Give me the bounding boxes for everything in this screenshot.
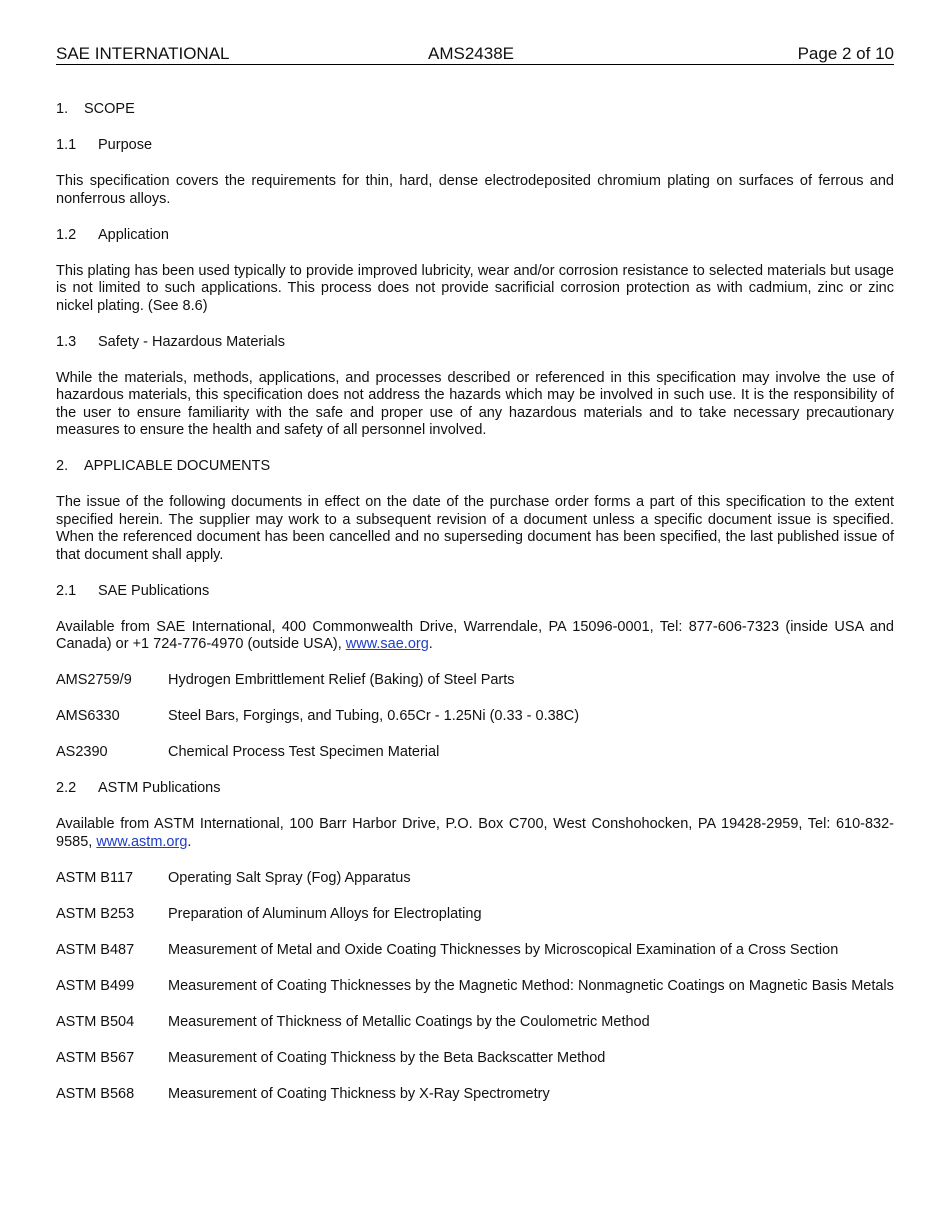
sae-availability-text: Available from SAE International, 400 Commonwealth Drive, Warrendale, PA 15096-0001, Tel: 877-606-7323 (inside USA and Canada) or +1 724-776-4970 (outside USA), (56, 618, 894, 652)
header-page-number: Page 2 of 10 (797, 44, 894, 63)
section-title: Purpose (98, 137, 153, 153)
section-number: 2.2 (56, 780, 77, 796)
applicable-documents-paragraph: The issue of the following documents in effect on the date of the purchase order forms a part of this specification to the extent specified herein. The supplier may work to a subsequent revision of a document unless a specific document issue is specified. When the referenced document has been cancelled and no superseding document has been specified, the last published issue of that document shall apply. (56, 494, 894, 563)
sae-availability-period: . (428, 636, 433, 652)
reference-row (56, 1014, 894, 1032)
reference-code: ASTM B567 (56, 1049, 135, 1066)
astm-reference-list (56, 870, 894, 1104)
section-number: 2.1 (56, 582, 77, 599)
section-heading-sae-publications (56, 583, 894, 601)
reference-code: ASTM B253 (56, 905, 135, 922)
section-heading-astm-publications (56, 780, 894, 798)
section-number: 1.2 (56, 226, 77, 243)
section-heading-purpose (56, 137, 894, 155)
section-title: ASTM Publications (98, 780, 221, 796)
reference-code: AS2390 (56, 744, 108, 760)
reference-row (56, 708, 894, 726)
section-title: SAE Publications (98, 582, 210, 599)
section-number: 1.3 (56, 333, 77, 350)
reference-title: Chemical Process Test Specimen Material (168, 744, 440, 760)
section-number: 2. (56, 458, 69, 474)
section-title: Application (98, 226, 169, 243)
reference-code: ASTM B487 (56, 941, 135, 958)
reference-row (56, 978, 894, 996)
reference-row (56, 906, 894, 924)
reference-code: ASTM B504 (56, 1013, 135, 1030)
sae-website-link[interactable]: www.sae.org (345, 636, 429, 652)
reference-code: ASTM B568 (56, 1085, 135, 1102)
section-title: APPLICABLE DOCUMENTS (84, 458, 271, 474)
section-title: SCOPE (84, 101, 135, 117)
astm-availability-text: Available from ASTM International, 100 Barr Harbor Drive, P.O. Box C700, West Conshohocken, PA 19428-2959, Tel: 610-832-9585, (56, 816, 894, 850)
reference-row (56, 870, 894, 888)
reference-title: Measurement of Metal and Oxide Coating Thicknesses by Microscopical Examination of a Cross Section (168, 941, 839, 958)
section-heading-scope (56, 101, 894, 119)
section-heading-application (56, 227, 894, 245)
reference-code: ASTM B499 (56, 977, 135, 994)
sae-availability-paragraph (56, 619, 894, 654)
application-paragraph: This plating has been used typically to provide improved lubricity, wear and/or corrosion resistance to selected materials but usage is not limited to such applications. This process does not provide sacrificial corrosion protection as with cadmium, zinc or zinc nickel plating. (See 8.6) (56, 262, 894, 314)
reference-row (56, 744, 894, 762)
reference-title: Operating Salt Spray (Fog) Apparatus (168, 869, 411, 886)
section-heading-applicable-documents (56, 458, 894, 476)
reference-code: ASTM B117 (56, 869, 134, 886)
astm-availability-paragraph (56, 816, 894, 851)
reference-title: Measurement of Thickness of Metallic Coatings by the Coulometric Method (168, 1013, 650, 1030)
reference-row (56, 672, 894, 690)
section-number: 1.1 (56, 137, 77, 153)
safety-paragraph: While the materials, methods, applications, and processes described or referenced in this specification may involve the use of hazardous materials, this specification does not address the hazards which may be involved in such use. It is the responsibility of the user to ensure familiarity with the safe and proper use of any hazardous materials and to take necessary precautionary measures to ensure the health and safety of all personnel involved. (56, 369, 894, 438)
reference-title: Measurement of Coating Thicknesses by the Magnetic Method: Nonmagnetic Coatings on Magnetic Basis Metals (168, 977, 894, 994)
header-document-id: AMS2438E (428, 44, 514, 63)
document-body (56, 101, 894, 1122)
section-title: Safety - Hazardous Materials (98, 333, 285, 350)
astm-website-link[interactable]: www.astm.org (96, 833, 188, 850)
reference-title: Measurement of Coating Thickness by X-Ray Spectrometry (168, 1085, 550, 1102)
reference-row (56, 1050, 894, 1068)
reference-row (56, 942, 894, 960)
header-organization: SAE INTERNATIONAL (56, 44, 230, 63)
astm-availability-period: . (187, 833, 192, 850)
reference-row (56, 1086, 894, 1104)
section-heading-safety (56, 334, 894, 352)
reference-code: AMS2759/9 (56, 672, 132, 688)
section-number: 1. (56, 101, 69, 117)
reference-title: Preparation of Aluminum Alloys for Electroplating (168, 905, 482, 922)
reference-title: Steel Bars, Forgings, and Tubing, 0.65Cr - 1.25Ni (0.33 - 0.38C) (168, 708, 580, 724)
reference-code: AMS6330 (56, 708, 120, 724)
purpose-paragraph: This specification covers the requirements for thin, hard, dense electrodeposited chromium plating on surfaces of ferrous and nonferrous alloys. (56, 173, 894, 207)
page-header (56, 44, 894, 65)
reference-title: Hydrogen Embrittlement Relief (Baking) of Steel Parts (168, 672, 515, 688)
sae-reference-list (56, 672, 894, 762)
reference-title: Measurement of Coating Thickness by the Beta Backscatter Method (168, 1049, 606, 1066)
